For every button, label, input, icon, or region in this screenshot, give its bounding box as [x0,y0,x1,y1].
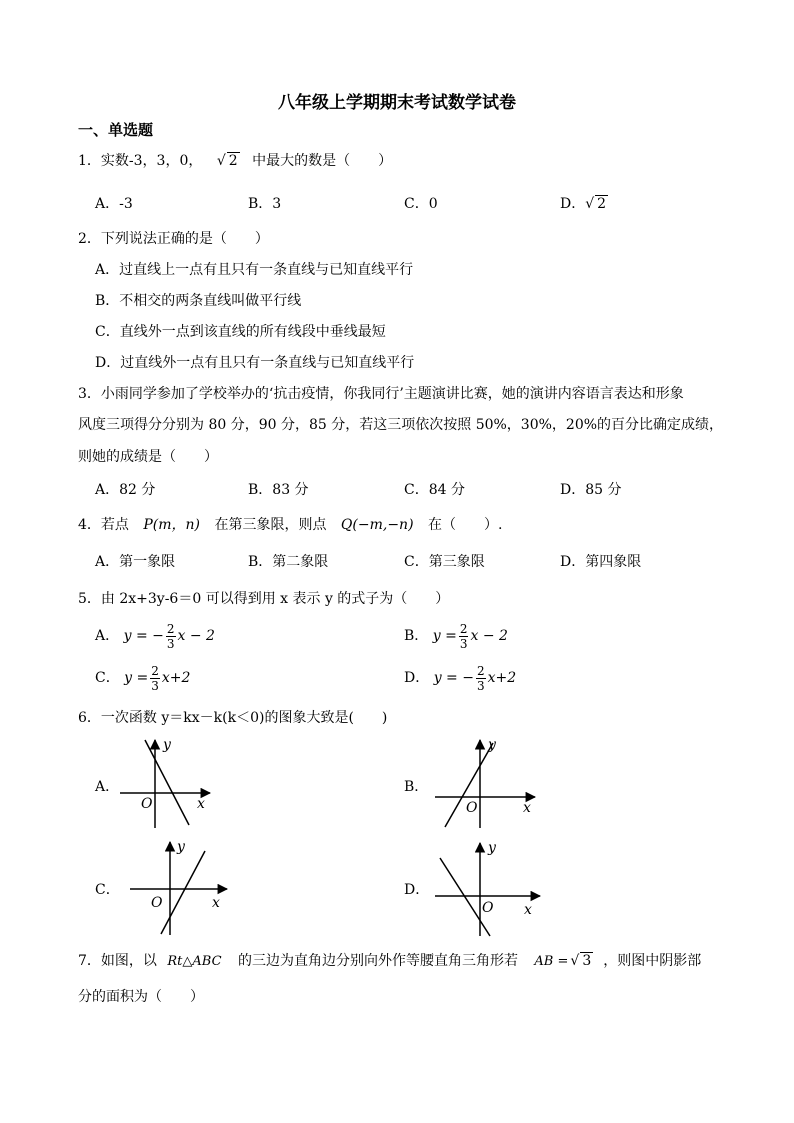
q5-option-d-lhs: y = − [433,670,474,686]
q2-option-c: C．直线外一点到该直线的所有线段中垂线最短 [95,324,386,340]
q1-option-b: B．3 [248,196,282,212]
q5-option-d-rhs: x+2 [487,670,517,686]
q6-graph-d-line [440,858,490,936]
q5-option-d-label: D． [404,670,430,686]
q6-graph-d [420,838,545,938]
q5-option-a-label: A． [95,628,120,644]
q2-option-a: A．过直线上一点有且只有一条直线与已知直线平行 [95,262,414,278]
q1-stem-prefix: 1．实数-3，3，0， [78,153,203,169]
q1-option-c: C．0 [404,196,438,212]
q6-graph-c-x-label: x [212,895,220,911]
q1-option-d-radicand: 2 [597,196,607,212]
q5-option-a-rhs: x − 2 [177,628,215,644]
q5-option-c-denominator: 3 [151,678,159,693]
q5-option-c-lhs: y = [124,670,149,686]
q6-graph-c-y-label: y [177,839,185,855]
q3-option-b: B．83 分 [248,482,309,498]
q1-option-d-sqrt: √ 2 [585,196,607,212]
q1-sqrt: √ 2 [216,153,238,169]
q5-option-b [404,621,508,651]
question-3-line-2: 风度三项得分分别为 80 分，90 分，85 分，若这三项依次按照 50%，30%，20%的百分比确定成绩， [78,417,724,433]
q7-ab-sqrt: √ 3 [570,953,592,969]
q6-graph-c [125,837,235,937]
q6-graph-b [430,735,540,830]
q5-option-a-denominator: 3 [166,636,175,651]
q4-suffix: 在（ ）. [427,517,503,533]
q7-ab-radicand: 3 [582,953,592,969]
q6-graph-d-y-label: y [488,840,496,856]
q5-option-a-fraction [166,622,176,651]
question-2-stem: 2．下列说法正确的是（ ） [78,231,269,247]
q1-option-d [560,193,608,213]
q5-option-c-numerator: 2 [151,663,159,678]
question-3-line-1: 3．小雨同学参加了学校举办的‘抗击疫情，你我同行’主题演讲比赛，她的演讲内容语言表达和形象 [78,386,684,402]
q1-option-a: A．-3 [95,196,133,212]
q5-option-b-lhs: y = [432,628,457,644]
q7-rt-triangle: Rt△ABC [167,954,222,969]
q5-option-b-denominator: 3 [459,636,468,651]
question-1-stem [78,150,392,170]
q5-option-a-numerator: 2 [166,621,175,636]
q5-option-d [404,663,516,693]
q4-middle: 在第三象限，则点 [214,517,327,533]
q5-option-d-denominator: 3 [476,678,485,693]
q6-graph-b-origin: O [466,800,478,816]
q4-option-a: A．第一象限 [95,554,176,570]
q6-graph-c-line [161,851,205,934]
q5-option-b-numerator: 2 [459,621,468,636]
q3-option-a: A．82 分 [95,482,156,498]
q2-option-d: D．过直线外一点有且只有一条直线与已知直线平行 [95,355,415,371]
q1-option-d-label: D． [560,196,586,212]
question-5-stem: 5．由 2x+3y-6＝0 可以得到用 x 表示 y 的式子为（ ） [78,591,450,607]
q6-graph-a [115,735,215,830]
q5-option-c-label: C． [95,670,120,686]
q7-middle: 的三边为直角边分别向外作等腰直角三角形若 [237,953,518,969]
q5-option-b-fraction [459,622,469,651]
question-6-stem: 6．一次函数 y＝kx－k(k＜0)的图象大致是( ) [78,710,388,726]
q4-option-b: B．第二象限 [248,554,329,570]
q2-option-b: B．不相交的两条直线叫做平行线 [95,293,302,309]
q5-option-b-label: B． [404,628,429,644]
q6-graph-a-origin: O [141,796,153,812]
q3-option-d: D．85 分 [560,482,622,498]
q6-graph-d-x-label: x [524,902,532,918]
q6-graph-a-x-label: x [197,796,205,812]
q3-option-c: C．84 分 [404,482,465,498]
page-title: 八年级上学期期末考试数学试卷 [278,93,516,113]
q4-option-c: C．第三象限 [404,554,485,570]
question-7-line-1 [78,950,701,970]
q5-option-d-numerator: 2 [476,663,485,678]
q4-prefix: 4．若点 [78,517,129,533]
q4-point-p: P(m，n) [143,517,201,533]
q6-graph-b-y-label: y [488,737,496,753]
question-3-line-3: 则她的成绩是（ ） [78,449,218,465]
q6-graph-d-origin: O [482,900,494,916]
q1-stem-suffix: 中最大的数是（ ） [252,153,393,169]
q5-option-b-rhs: x − 2 [470,628,508,644]
q4-option-d: D．第四象限 [560,554,642,570]
q5-option-c [95,663,190,693]
q5-option-d-fraction [476,664,486,693]
q6-option-b-label: B． [404,779,429,795]
q6-option-c-label: C． [95,882,120,898]
q5-option-c-fraction [150,664,160,693]
q4-point-q: Q(−m,−n) [340,517,414,533]
q5-option-a-lhs: y = − [123,628,164,644]
q6-option-a-label: A． [95,779,120,795]
q6-graph-c-origin: O [151,895,163,911]
question-7-line-2: 分的面积为（ ） [78,989,204,1005]
question-4-stem [78,514,502,534]
q6-option-d-label: D． [404,882,430,898]
q6-graph-a-y-label: y [163,737,171,753]
q1-radicand: 2 [228,153,238,169]
q7-suffix: ，则图中阴影部 [603,953,702,969]
q7-ab-lhs: AB = [534,954,569,969]
q5-option-c-rhs: x+2 [161,670,191,686]
q6-graph-b-x-label: x [523,800,531,816]
section-heading: 一、单选题 [78,121,154,139]
q7-prefix: 7．如图，以 [78,953,157,969]
q5-option-a [95,621,215,651]
